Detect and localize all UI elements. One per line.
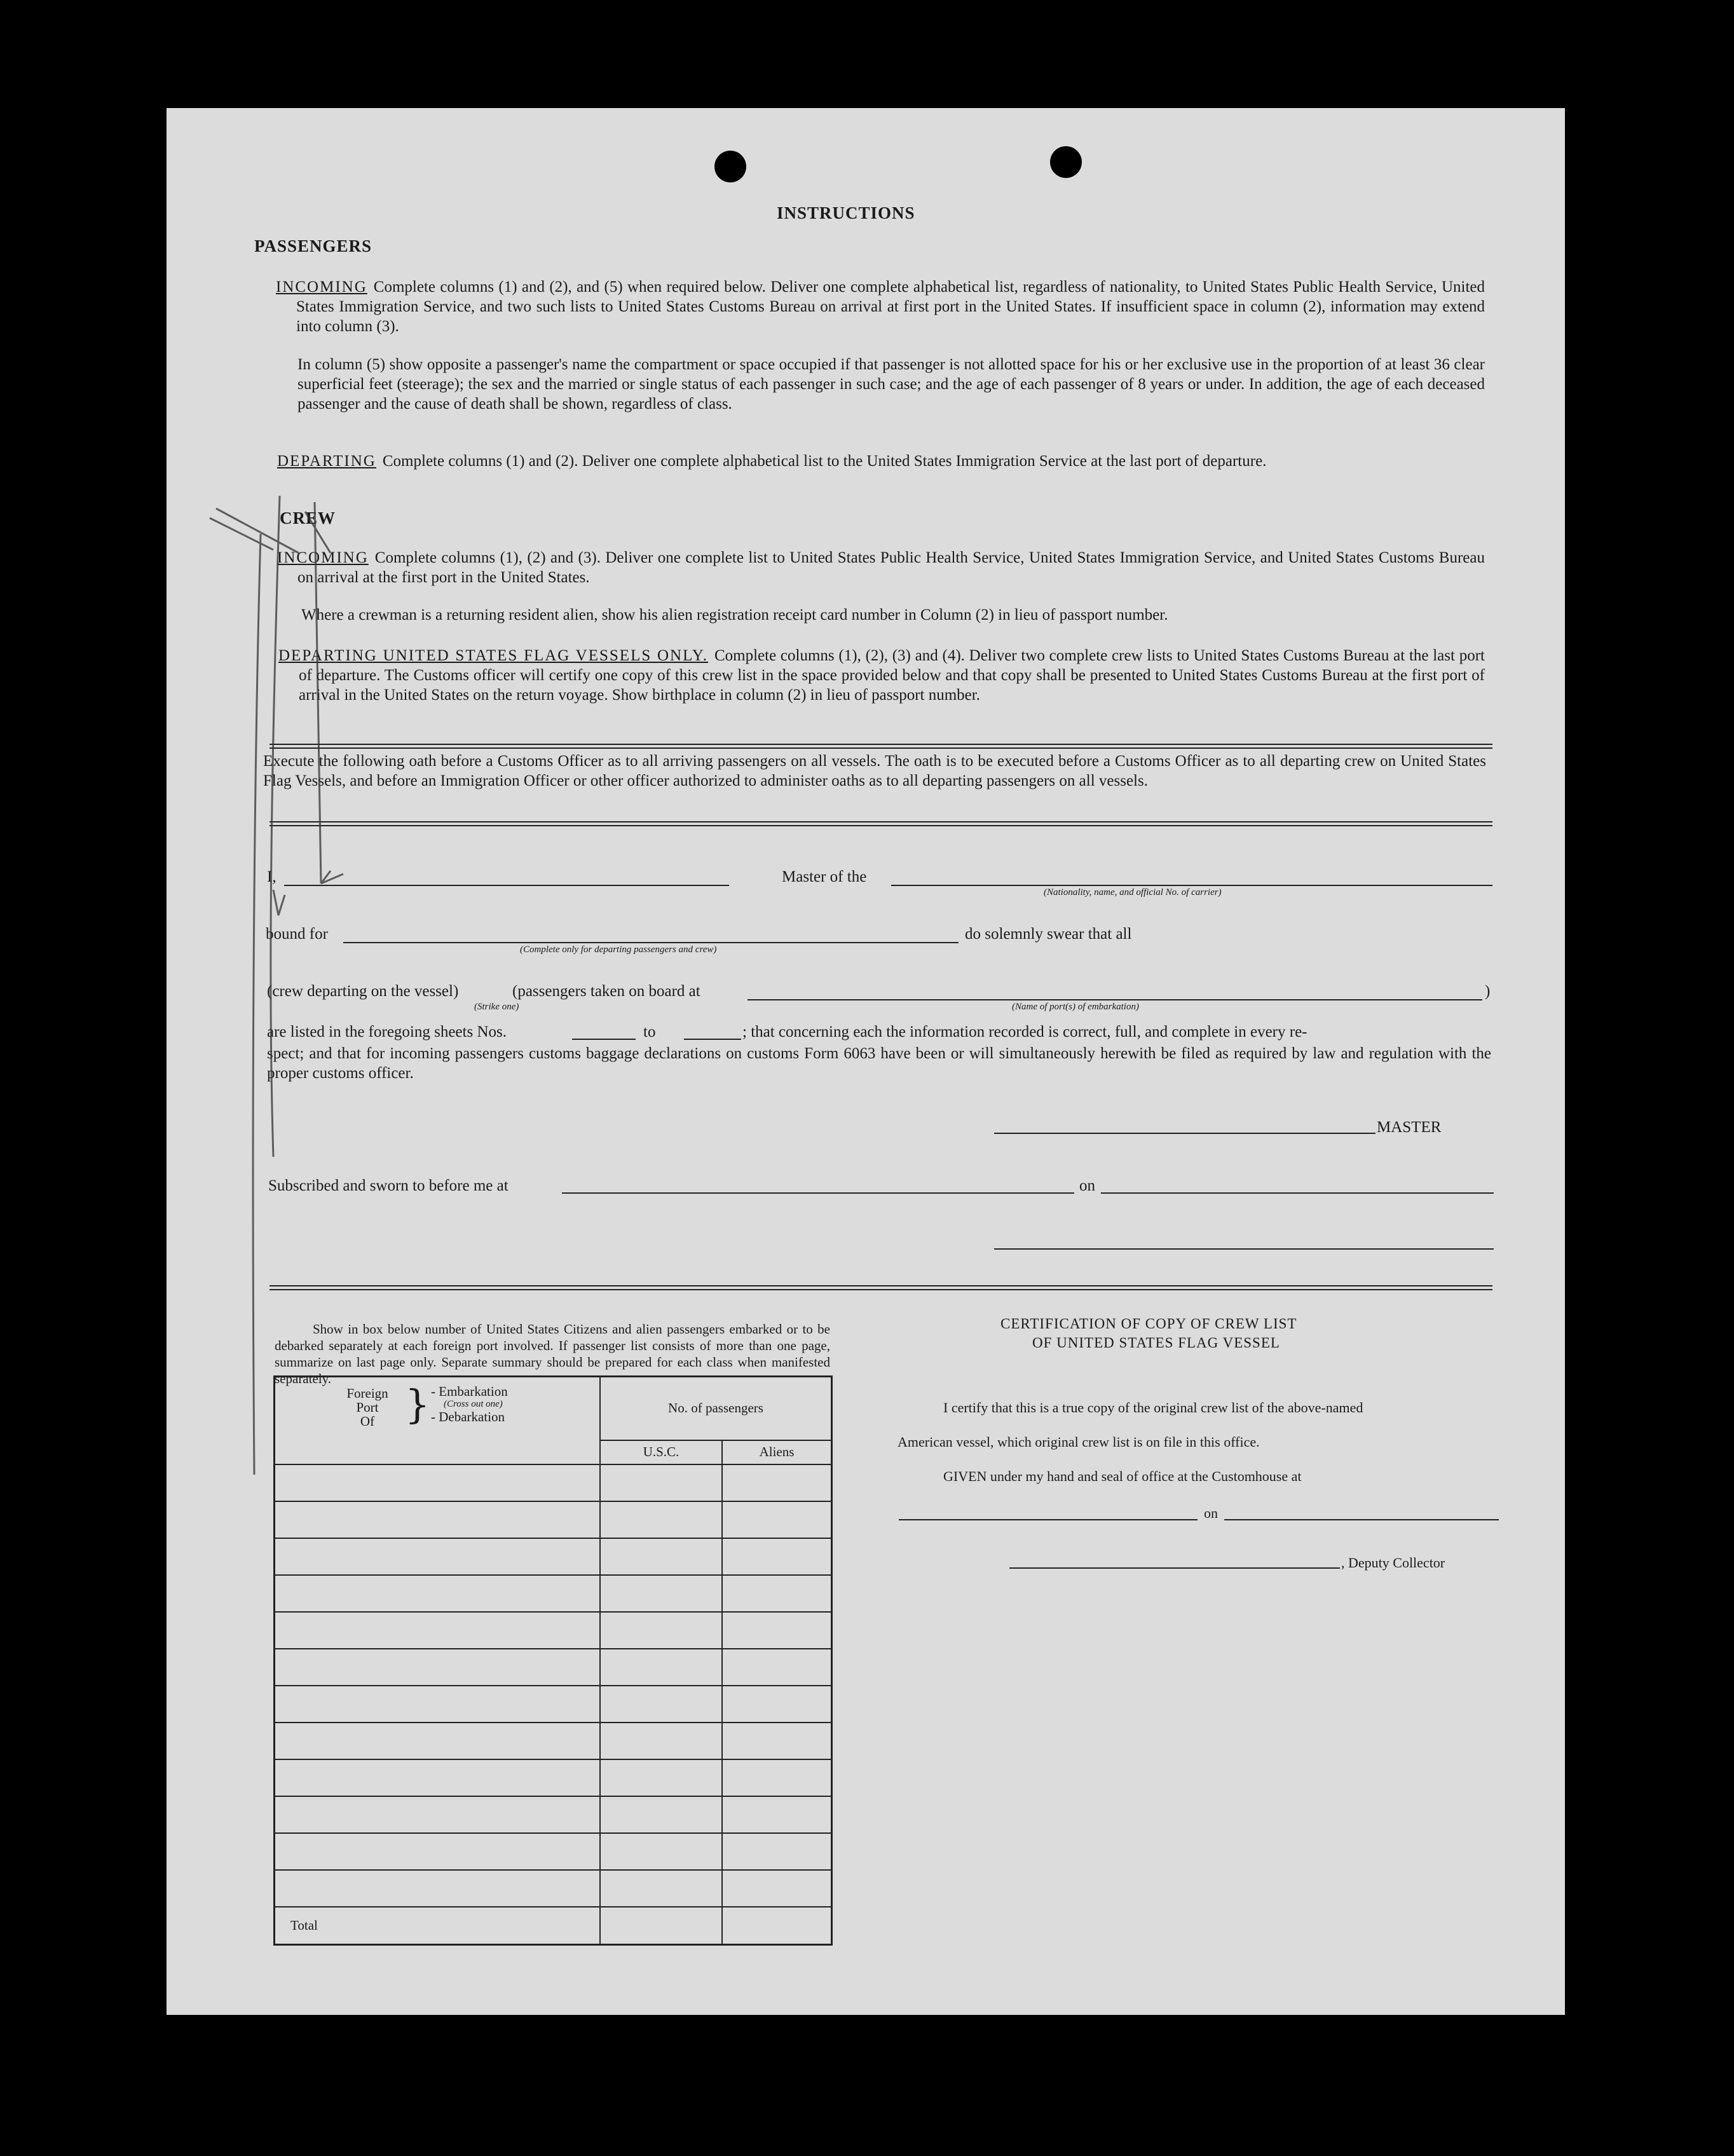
subscribed-on-label: on	[1079, 1177, 1095, 1194]
close-paren: )	[1485, 983, 1491, 1000]
instructions-title: INSTRUCTIONS	[777, 203, 915, 222]
passengers-column5-paragraph: In column (5) show opposite a passenger's name the compartment or space occupied if that passenger is not allotted space for his or her exclusive use in the proportion of at least 36 clear superficial feet (steerage); the sex and the married or single status of each passenger in such case; and the age of each passenger of 8 years or under. In addition, the age of each deceased passenger and the cause of death shall be shown, regardless of class.	[297, 356, 1485, 413]
certify-line-1: I certify that this is a true copy of the original crew list of the above-named	[943, 1400, 1363, 1416]
port-header-port: Port	[356, 1400, 379, 1415]
oath-intro: Execute the following oath before a Customs Officer as to all arriving passengers on all vessels. The oath is to be executed before a Customs Officer as to all departing crew on United States Flag Vessels, and before an Immigration Officer or other officer authorized to administer oaths as to all departing passengers on all vessels.	[263, 753, 1486, 789]
certification-title-2: OF UNITED STATES FLAG VESSEL	[1032, 1335, 1280, 1351]
subscribed-label: Subscribed and sworn to before me at	[268, 1177, 509, 1194]
bound-for-label: bound for	[266, 925, 328, 943]
crew-resident-paragraph: Where a crewman is a returning resident alien, show his alien registration receipt card number in Column (2) in lieu of passport number.	[301, 606, 1168, 624]
given-line: GIVEN under my hand and seal of office at the Customhouse at	[943, 1468, 1302, 1484]
crew-incoming-label: INCOMING	[277, 549, 369, 566]
master-label: MASTER	[1377, 1119, 1442, 1136]
crew-departing-label: DEPARTING UNITED STATES FLAG VESSELS ONLY.	[278, 647, 708, 664]
listed-sheets-label: are listed in the foregoing sheets Nos.	[267, 1023, 507, 1040]
passengers-departing-text: Complete columns (1) and (2). Deliver one complete alphabetical list to the United States Immigration Service at the last port of departure.	[382, 453, 1267, 470]
certify-line-2: American vessel, which original crew list is on file in this office.	[898, 1434, 1260, 1450]
summary-instructions: Show in box below number of United States Citizens and alien passengers embarked or to be debarked separately at each foreign port involved. If passenger list consists of more than one page, summarize on last page only. Separate summary should be prepared for each class when manifested separately.	[275, 1321, 830, 1386]
total-label: Total	[275, 1907, 601, 1945]
passengers-taken-option[interactable]: (passengers taken on board at	[512, 983, 700, 1000]
certify-on-label: on	[1204, 1505, 1218, 1521]
swear-label: do solemnly swear that all	[965, 925, 1132, 943]
brace-icon: }	[405, 1381, 430, 1428]
passengers-heading: PASSENGERS	[254, 236, 372, 256]
port-caption: (Name of port(s) of embarkation)	[1012, 1002, 1139, 1012]
passengers-incoming-label: INCOMING	[276, 278, 367, 296]
debarkation-option[interactable]: - Debarkation	[431, 1409, 505, 1424]
carrier-caption: (Nationality, name, and official No. of carrier)	[1044, 887, 1222, 897]
crew-incoming-text: Complete columns (1), (2) and (3). Deliver one complete list to United States Public Health Service, United States Immigration Service, and United States Customs Bureau on arrival at the first port in the United States.	[297, 549, 1485, 586]
certification-title-1: CERTIFICATION OF COPY OF CREW LIST	[1000, 1316, 1297, 1332]
listed-text-2: spect; and that for incoming passengers customs baggage declarations on customs Form 6063 have been or will simultaneously herewith be filed as required by law and regulation with the proper customs officer.	[267, 1045, 1491, 1082]
sheet-to-label: to	[643, 1023, 656, 1040]
port-header-foreign: Foreign	[346, 1386, 388, 1401]
crew-departing-option[interactable]: (crew departing on the vessel)	[267, 983, 459, 1000]
oath-master-of-label: Master of the	[782, 868, 867, 885]
oath-i-label: I,	[267, 868, 276, 885]
passengers-departing-label: DEPARTING	[277, 453, 376, 470]
passengers-incoming-text: Complete columns (1) and (2), and (5) when required below. Deliver one complete alphabetical list, regardless of nationality, to United States Public Health Service, United States Immigration Service, and two such lists to United States Customs Bureau on arrival at first port in the United States. If insufficient space in column (2), information may extend into column (3).	[296, 278, 1485, 335]
embarkation-option[interactable]: - Embarkation	[431, 1384, 508, 1399]
no-passengers-header: No. of passengers	[600, 1377, 832, 1440]
strike-one-caption: (Strike one)	[474, 1002, 519, 1012]
listed-text-1: ; that concerning each the information recorded is correct, full, and complete in every re-	[742, 1023, 1307, 1040]
crew-heading: CREW	[280, 508, 336, 528]
bound-for-caption: (Complete only for departing passengers and crew)	[520, 945, 717, 955]
port-header-of: Of	[360, 1414, 375, 1429]
cross-out-caption: (Cross out one)	[444, 1399, 503, 1409]
aliens-header: Aliens	[722, 1440, 832, 1464]
deputy-collector-label: , Deputy Collector	[1341, 1555, 1445, 1571]
usc-header: U.S.C.	[600, 1440, 722, 1464]
crew-departing-text: Complete columns (1), (2), (3) and (4). Deliver two complete crew lists to United States Customs Bureau at the last port of departure. The Customs officer will certify one copy of this crew list in the space provided below and that copy shall be presented to United States Customs Bureau at the first port of arrival in the United States on the return voyage. Show birthplace in column (2) in lieu of passport number.	[299, 647, 1485, 704]
